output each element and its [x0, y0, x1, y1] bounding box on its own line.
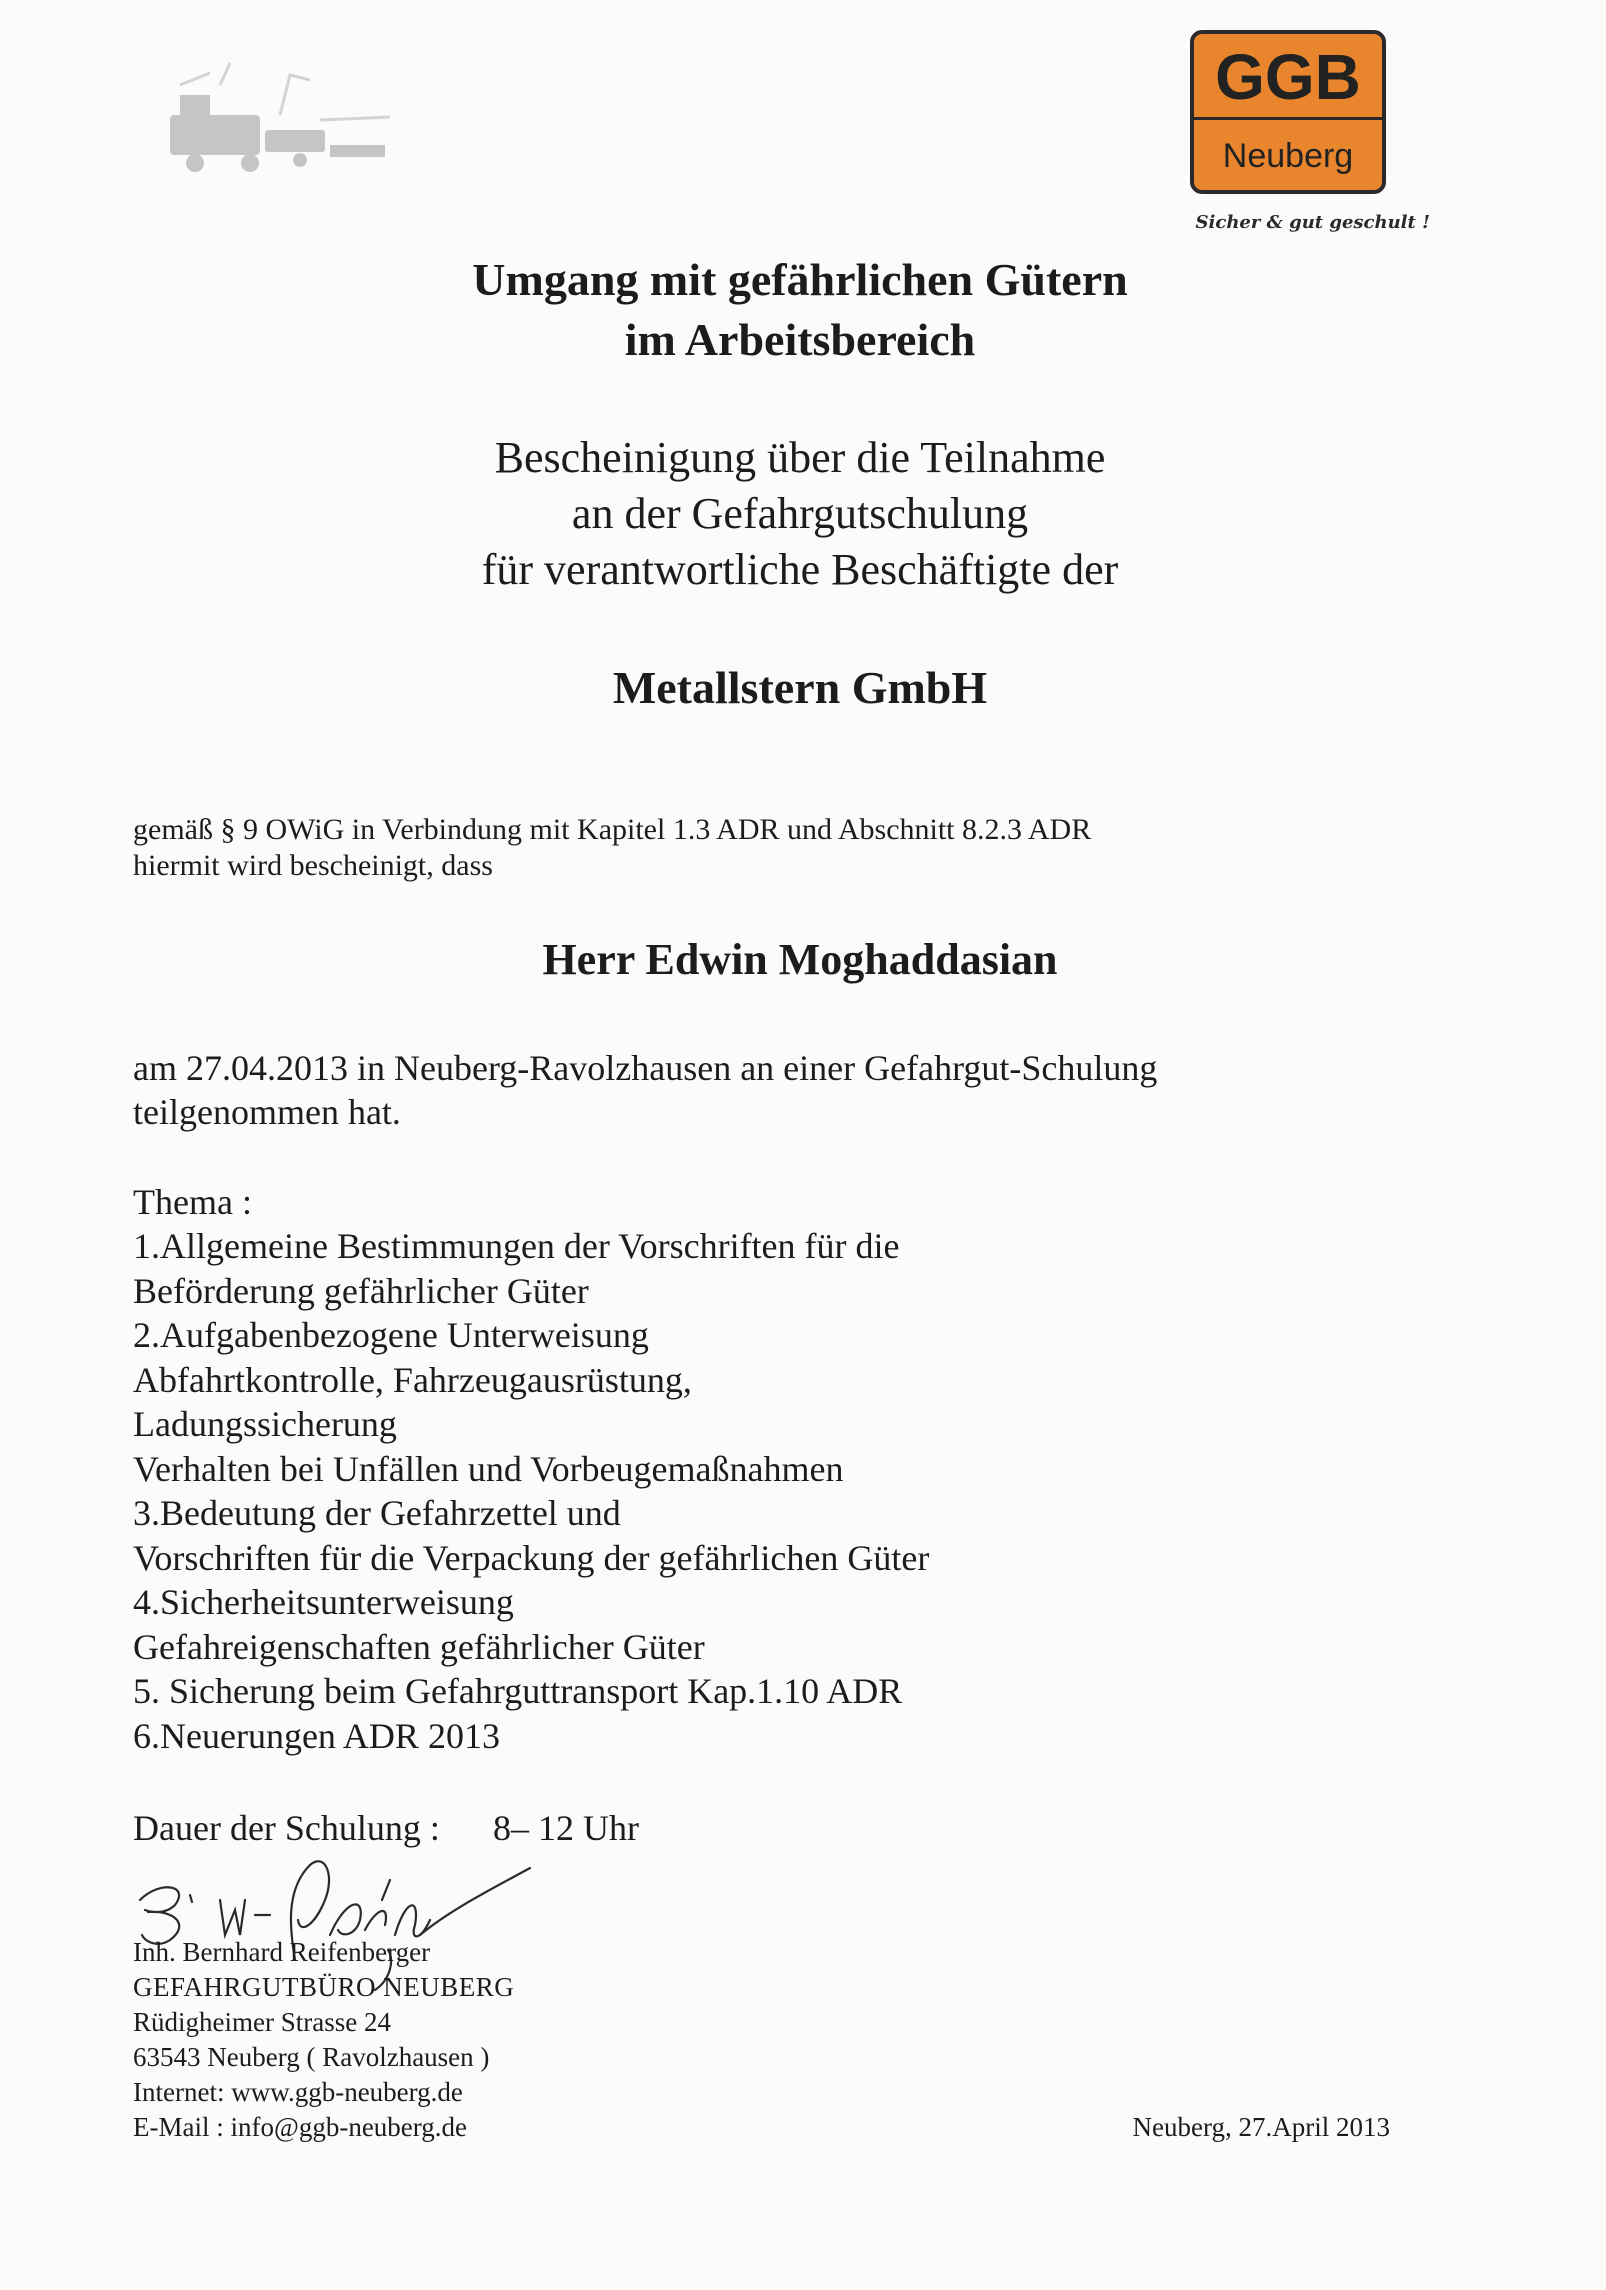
ggb-logo: [1190, 30, 1386, 194]
sender-city: 63543 Neuberg ( Ravolzhausen ): [133, 2042, 490, 2072]
participant-name: Herr Edwin Moghaddasian: [542, 935, 1058, 984]
logo-text-neuberg: Neuberg: [1222, 137, 1354, 175]
topics-heading: Thema :: [133, 1182, 252, 1222]
sender-office: GEFAHRGUTBÜRO NEUBERG: [133, 1972, 515, 2002]
company-name: Metallstern GmbH: [612, 662, 988, 713]
topic-line: Vorschriften für die Verpackung der gefährlichen Güter: [133, 1537, 930, 1578]
legal-basis-line-2: hiermit wird bescheinigt, dass: [133, 849, 493, 882]
attendance-line-2: teilgenommen hat.: [133, 1092, 401, 1132]
subtitle-line-3: für verantwortliche Beschäftigte der: [481, 545, 1119, 594]
subtitle-line-2: an der Gefahrgutschulung: [571, 489, 1029, 538]
logo-slogan: Sicher & gut geschult !: [1195, 212, 1430, 233]
topic-line: 6.Neuerungen ADR 2013: [133, 1715, 500, 1756]
legal-basis-line-1: gemäß § 9 OWiG in Verbindung mit Kapitel 1.3 ADR und Abschnitt 8.2.3 ADR: [133, 813, 1092, 846]
logo-text-ggb: GGB: [1194, 34, 1382, 120]
sender-email: E-Mail : info@ggb-neuberg.de: [133, 2112, 468, 2142]
topic-line: Beförderung gefährlicher Güter: [133, 1270, 589, 1311]
sender-owner: Inh. Bernhard Reifenberger: [133, 1937, 431, 1967]
topic-line: Verhalten bei Unfällen und Vorbeugemaßnahmen: [133, 1448, 844, 1489]
place-and-date: Neuberg, 27.April 2013: [1132, 2112, 1390, 2142]
sender-street: Rüdigheimer Strasse 24: [133, 2007, 391, 2037]
topic-line: Abfahrtkontrolle, Fahrzeugausrüstung,: [133, 1359, 692, 1400]
attendance-line-1: am 27.04.2013 in Neuberg-Ravolzhausen an einer Gefahrgut-Schulung: [133, 1048, 1158, 1088]
duration-label: Dauer der Schulung :: [133, 1808, 440, 1848]
subtitle-line-1: Bescheinigung über die Teilnahme: [494, 433, 1106, 482]
topic-line: Ladungssicherung: [133, 1404, 397, 1444]
topic-line: Gefahreigenschaften gefährlicher Güter: [133, 1626, 705, 1667]
topic-line: 4.Sicherheitsunterweisung: [133, 1582, 514, 1622]
topic-line: 1.Allgemeine Bestimmungen der Vorschriften für die: [133, 1226, 900, 1266]
topics-list: [133, 1224, 929, 1758]
topic-line: 5. Sicherung beim Gefahrguttransport Kap.1.10 ADR: [133, 1671, 903, 1711]
title-line-1: Umgang mit gefährlichen Gütern: [472, 254, 1128, 305]
duration-value: 8– 12 Uhr: [493, 1808, 639, 1848]
topic-line: 2.Aufgabenbezogene Unterweisung: [133, 1315, 649, 1355]
sender-internet: Internet: www.ggb-neuberg.de: [133, 2077, 463, 2107]
topic-line: 3.Bedeutung der Gefahrzettel und: [133, 1493, 621, 1533]
title-line-2: im Arbeitsbereich: [624, 314, 976, 365]
faded-stamp-graphic: [160, 55, 420, 195]
